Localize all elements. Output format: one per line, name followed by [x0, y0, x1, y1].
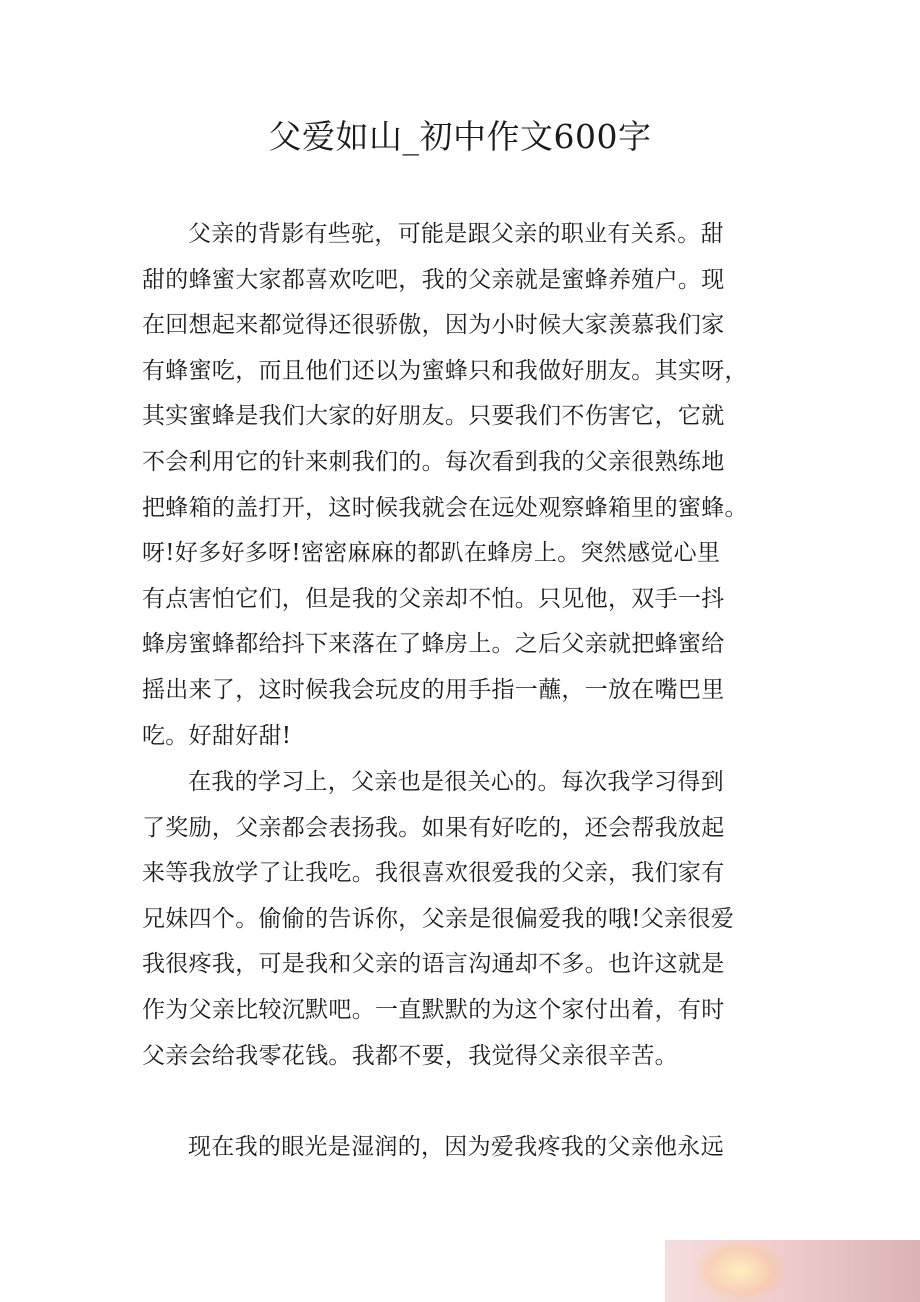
text-line: 了奖励，父亲都会表扬我。如果有好吃的，还会帮我放起 — [142, 814, 725, 841]
text-line: 父亲的背影有些驼，可能是跟父亲的职业有关系。甜 — [188, 221, 724, 247]
text-line: 我很疼我，可是我和父亲的语言沟通却不多。也许这就是 — [142, 951, 725, 978]
document-title: 父爱如山_初中作文600字 — [268, 117, 652, 156]
text-line: 有点害怕它们，但是我的父亲却不怕。只见他，双手一抖 — [142, 585, 725, 612]
paragraph-2 — [142, 760, 782, 1079]
text-line: 来等我放学了让我吃。我很喜欢很爱我的父亲，我们家有 — [142, 860, 725, 887]
text-line: 在回想起来都觉得还很骄傲，因为小时候大家羡慕我们家 — [142, 312, 725, 339]
text-line: 把蜂箱的盖打开，这时候我就会在远处观察蜂箱里的蜜蜂。 — [142, 494, 748, 521]
watermark-logo — [665, 1240, 920, 1302]
text-line: 现在我的眼光是湿润的，因为爱我疼我的父亲他永远 — [188, 1134, 724, 1160]
text-line: 吃。好甜好甜! — [142, 722, 292, 749]
paragraph-3 — [142, 1125, 782, 1171]
text-line: 不会利用它的针来刺我们的。每次看到我的父亲很熟练地 — [142, 448, 725, 475]
text-line: 在我的学习上，父亲也是很关心的。每次我学习得到 — [188, 769, 724, 795]
text-line: 兄妹四个。偷偷的告诉你，父亲是很偏爱我的哦!父亲很爱 — [142, 905, 735, 932]
paragraph-1 — [142, 212, 782, 759]
text-line: 其实蜜蜂是我们大家的好朋友。只要我们不伤害它，它就 — [142, 403, 725, 430]
text-line: 摇出来了，这时候我会玩皮的用手指一蘸，一放在嘴巴里 — [142, 676, 725, 703]
text-line: 呀!好多好多呀!密密麻麻的都趴在蜂房上。突然感觉心里 — [142, 540, 721, 567]
text-line: 甜的蜂蜜大家都喜欢吃吧，我的父亲就是蜜蜂养殖户。现 — [142, 266, 725, 293]
text-line: 作为父亲比较沉默吧。一直默默的为这个家付出着，有时 — [142, 996, 725, 1023]
text-line: 父亲会给我零花钱。我都不要，我觉得父亲很辛苦。 — [142, 1042, 678, 1069]
text-line: 蜂房蜜蜂都给抖下来落在了蜂房上。之后父亲就把蜂蜜给 — [142, 631, 725, 658]
watermark-glow — [695, 1240, 785, 1302]
text-line: 有蜂蜜吃，而且他们还以为蜜蜂只和我做好朋友。其实呀， — [142, 357, 748, 384]
